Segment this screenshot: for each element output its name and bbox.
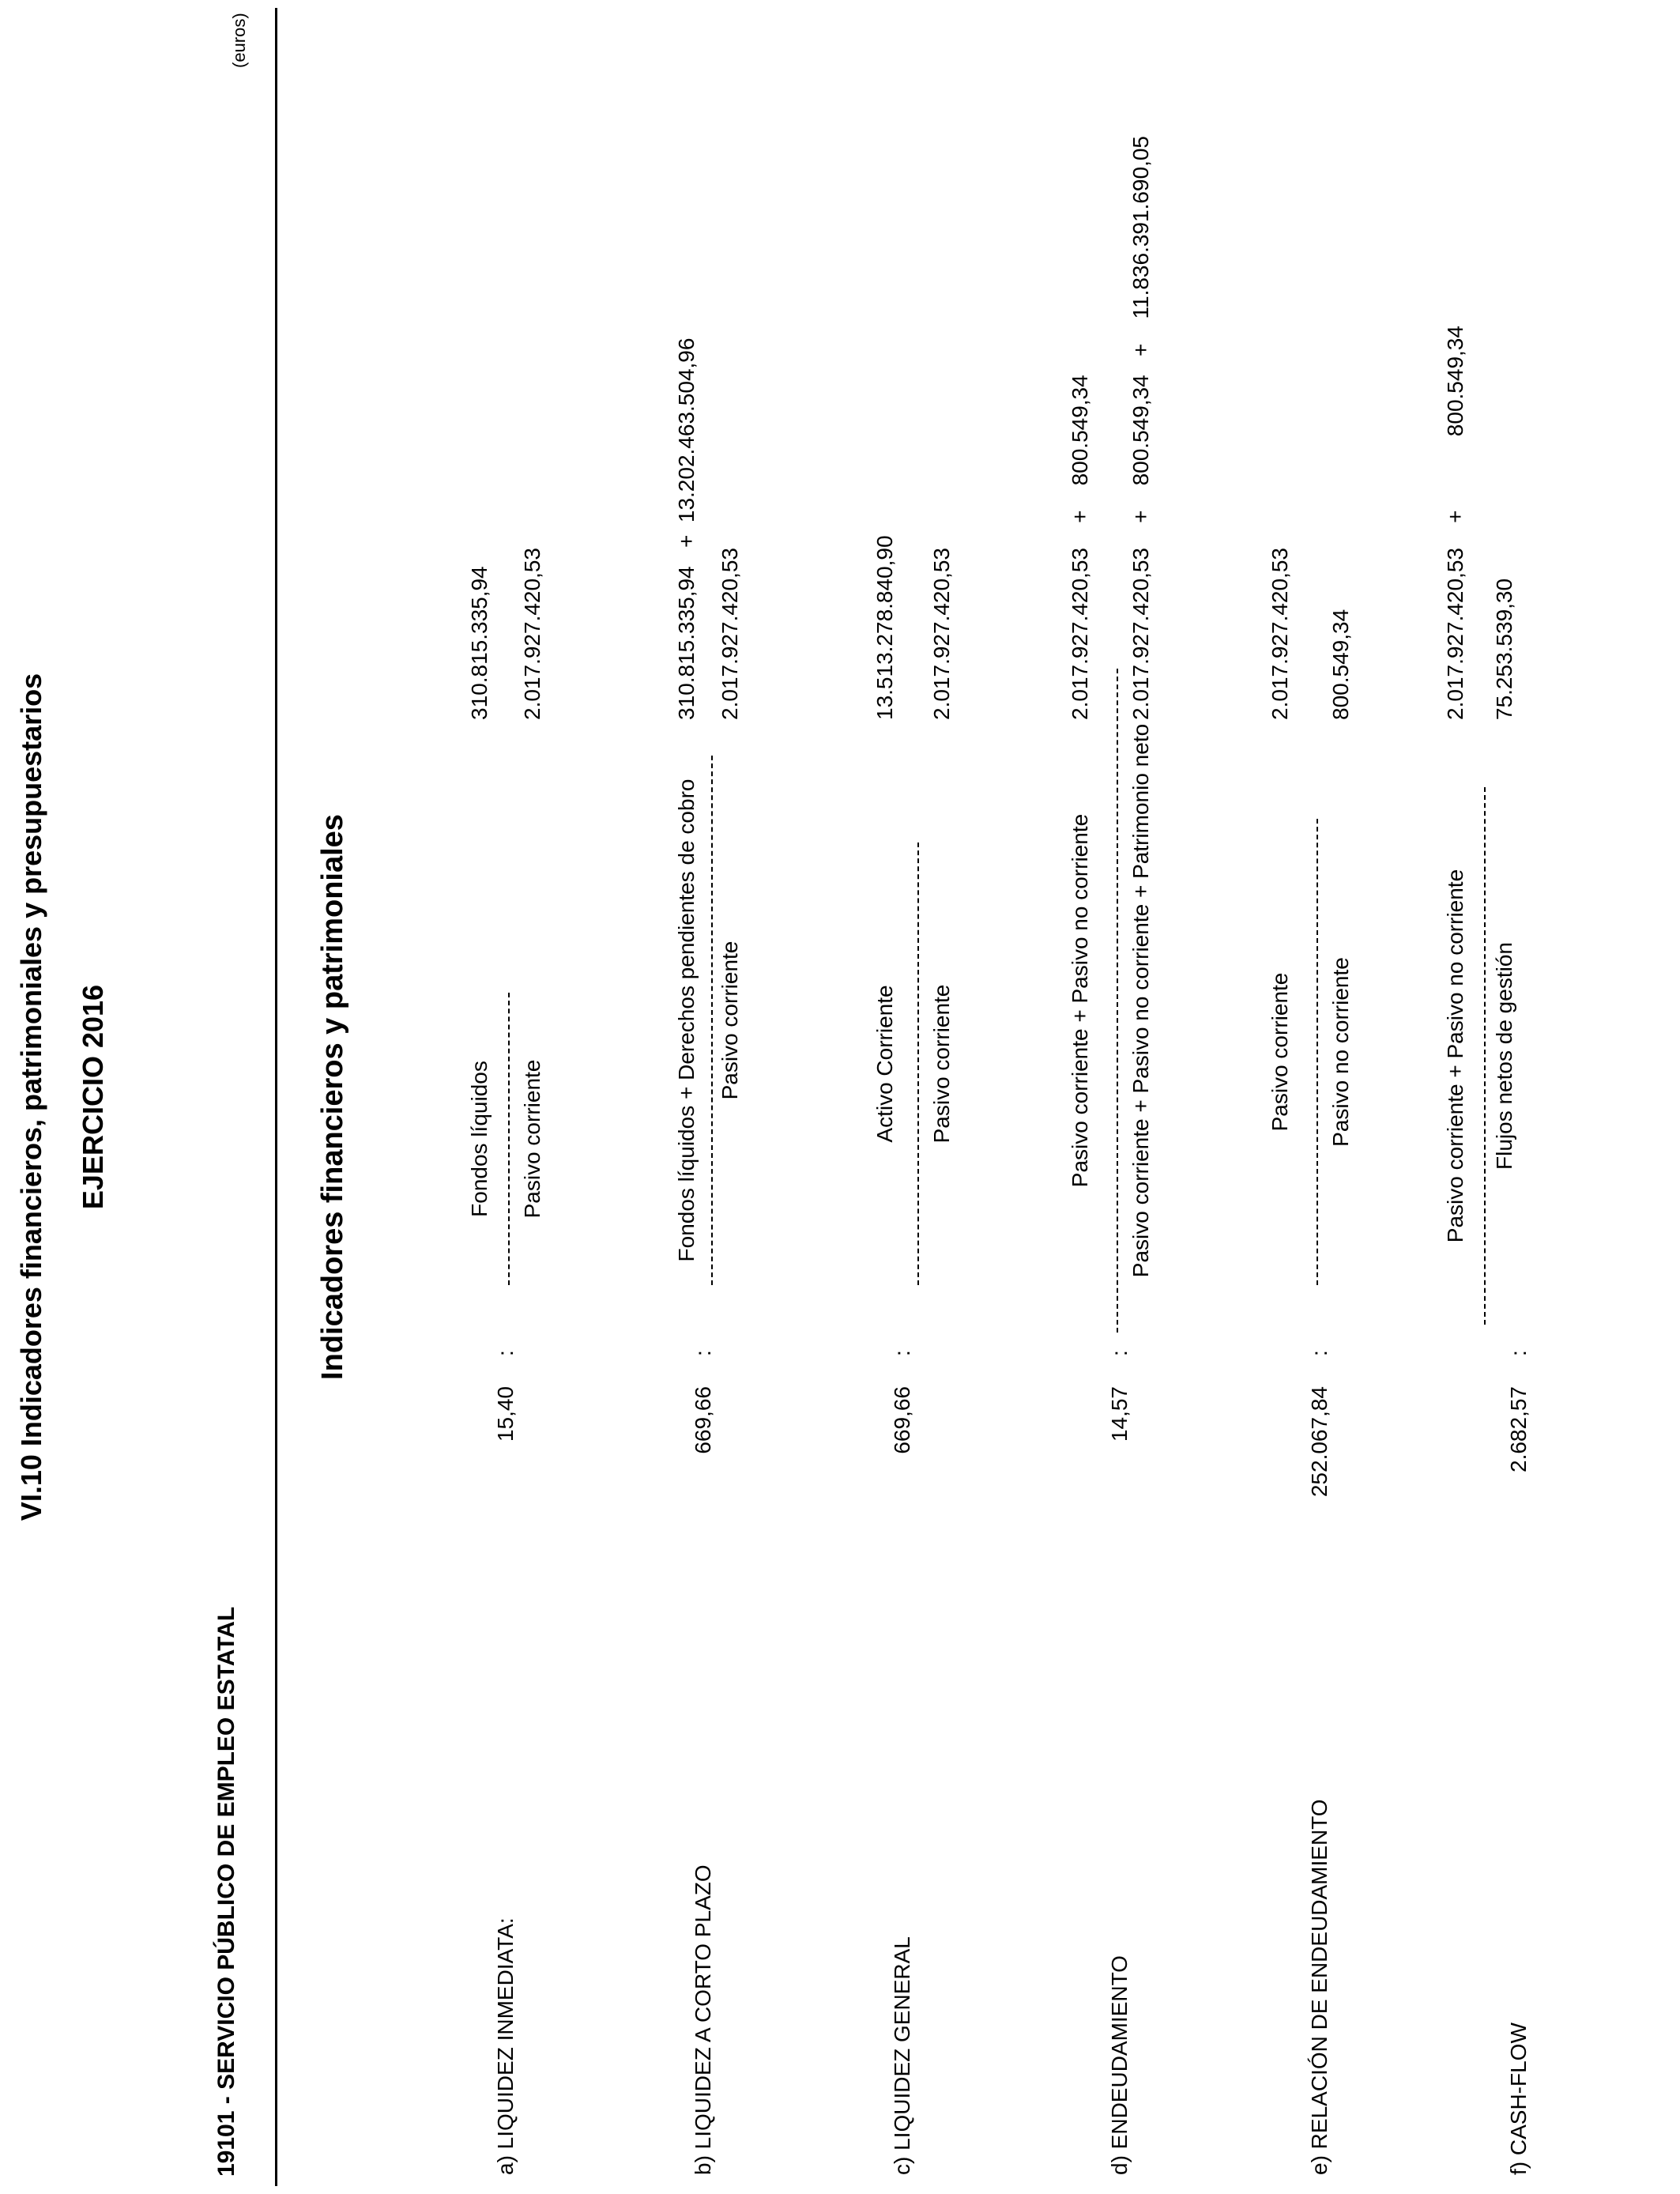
indicator-value: 669,66 [691, 1386, 715, 1454]
denominator-values: 800.549,34 [1328, 609, 1353, 720]
indicator-label: f) CASH-FLOW [1506, 2022, 1531, 2175]
fraction-line [1117, 669, 1118, 1333]
denominator-label: Pasivo corriente [520, 1059, 544, 1219]
denominator-values: 2.017.927.420,53 [520, 548, 544, 720]
denominator-label: Flujos netos de gestión [1492, 942, 1516, 1170]
indicator-label: b) LIQUIDEZ A CORTO PLAZO [691, 1864, 715, 2175]
fraction-line [711, 756, 713, 1285]
numerator-label: Pasivo corriente + Pasivo no corriente [1443, 869, 1467, 1243]
indicator-label: d) ENDEUDAMIENTO [1107, 1955, 1132, 2175]
indicator-value: 252.067,84 [1307, 1386, 1332, 1498]
numerator-values: 2.017.927.420,53 + 800.549,34 [1443, 326, 1467, 720]
indicator-value: 14,57 [1107, 1386, 1132, 1442]
indicator-label: a) LIQUIDEZ INMEDIATA: [493, 1917, 518, 2175]
numerator-values: 310.815.335,94 + 13.202.463.504,96 [674, 337, 699, 720]
denominator-label: Pasivo no corriente [1328, 957, 1353, 1147]
denominator-values: 2.017.927.420,53 [718, 548, 742, 720]
fraction-line [1317, 819, 1318, 1285]
report-title: VI.10 Indicadores financieros, patrimoniales y presupuestarios [15, 673, 47, 1521]
indicator-colon: : [1107, 1350, 1132, 1356]
fraction-line [508, 993, 510, 1285]
numerator-label: Pasivo corriente [1268, 972, 1292, 1132]
indicator-colon: : [493, 1350, 518, 1356]
indicator-colon: : [890, 1350, 914, 1356]
indicator-label: c) LIQUIDEZ GENERAL [890, 1936, 914, 2175]
units-note: (euros) [229, 13, 249, 68]
denominator-values: 2.017.927.420,53 + 800.549,34 + 11.836.391.690,05 [1128, 136, 1153, 720]
numerator-label: Fondos líquidos + Derechos pendientes de cobro [674, 778, 699, 1262]
indicator-value: 15,40 [493, 1386, 518, 1442]
numerator-values: 2.017.927.420,53 [1268, 548, 1292, 720]
fraction-line [917, 843, 919, 1285]
numerator-label: Pasivo corriente + Pasivo no corriente [1068, 813, 1092, 1188]
indicator-colon: : [1506, 1350, 1531, 1356]
numerator-label: Activo Corriente [872, 985, 897, 1143]
section-title: Indicadores financieros y patrimoniales [316, 814, 349, 1380]
indicator-value: 669,66 [890, 1386, 914, 1454]
denominator-label: Pasivo corriente [929, 984, 954, 1144]
indicator-colon: : [1307, 1350, 1332, 1356]
fraction-line [1484, 787, 1486, 1325]
indicator-value: 2.682,57 [1506, 1386, 1531, 1472]
denominator-label: Pasivo corriente [718, 941, 742, 1100]
indicator-label: e) RELACIÓN DE ENDEUDAMIENTO [1307, 1799, 1332, 2175]
fiscal-year: EJERCICIO 2016 [77, 984, 109, 1210]
numerator-values: 13.513.278.840,90 [872, 535, 897, 720]
entity-name: 19101 - SERVICIO PÚBLICO DE EMPLEO ESTATAL [213, 1606, 239, 2177]
denominator-label: Pasivo corriente + Pasivo no corriente + Patrimonio neto [1128, 723, 1153, 1278]
numerator-values: 310.815.335,94 [467, 566, 492, 720]
denominator-values: 2.017.927.420,53 [929, 548, 954, 720]
numerator-values: 2.017.927.420,53 + 800.549,34 [1068, 375, 1092, 720]
numerator-label: Fondos líquidos [467, 1061, 492, 1217]
header-rule [275, 8, 277, 2186]
indicator-colon: : [691, 1350, 715, 1356]
denominator-values: 75.253.539,30 [1492, 578, 1516, 720]
